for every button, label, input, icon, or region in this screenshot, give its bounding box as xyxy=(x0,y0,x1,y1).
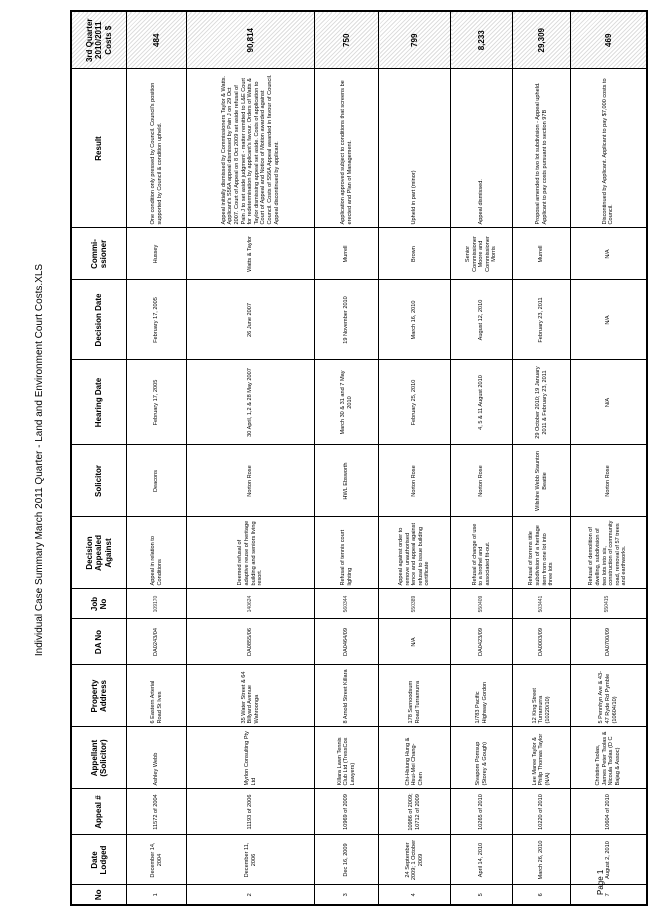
header-no: No xyxy=(71,885,127,905)
cell-decision: Refusal of tennis court lighting xyxy=(315,517,379,589)
cell-costs: 90,814 xyxy=(187,11,315,69)
cell-commissioner: Hussey xyxy=(127,228,187,280)
cell-appeal-no: 11193 of 2006 xyxy=(187,789,315,835)
cell-job-no: 550415 xyxy=(571,589,647,619)
cell-result: Appeal dismissed. xyxy=(451,69,513,228)
cell-solicitor: Norton Rose xyxy=(379,445,451,517)
cell-no: 1 xyxy=(127,885,187,905)
cell-costs: 750 xyxy=(315,11,379,69)
cell-commissioner: Brown xyxy=(379,228,451,280)
cell-appellant: Chi-Hsiung Hung & Hsui-Mei Chang-Chen xyxy=(379,727,451,789)
table-row xyxy=(127,11,187,905)
cell-appeal-no: 10986 of 2009; 10712 of 2009 xyxy=(379,789,451,835)
cell-appeal-no: 11572 of 2004 xyxy=(127,789,187,835)
cell-no: 2 xyxy=(187,885,315,905)
cell-result: Proposal amended to two lot subdivision - Appeal upheld. Applicant to pay costs pursuant to section 97B xyxy=(513,69,571,228)
cell-appeal-no: 10220 of 2010 xyxy=(513,789,571,835)
header-solicitor: Solicitor xyxy=(71,445,127,517)
header-commissioner: Commi-ssioner xyxy=(71,228,127,280)
cell-property: 8 Arnold Street Killara xyxy=(315,665,379,727)
cell-commissioner: N/A xyxy=(571,228,647,280)
cell-appellant: Christine Tsolas, James Peter Tsolas & Nicoula Tsolas (D C Bajag & Assoc) xyxy=(571,727,647,789)
cell-appeal-no: 10969 of 2009 xyxy=(315,789,379,835)
header-appellant: Appellant (Solicitor) xyxy=(71,727,127,789)
cell-da-no: DA0855/06 xyxy=(187,619,315,665)
cell-date-lodged: Dec 16, 2009 xyxy=(315,835,379,885)
cell-da-no: DA0003/09 xyxy=(513,619,571,665)
cell-hearing: 30 April, 1,2 & 28 May 2007 xyxy=(187,360,315,445)
cell-costs: 484 xyxy=(127,11,187,69)
cell-date-lodged: March 26, 2010 xyxy=(513,835,571,885)
cell-property: 178 Sarnoodsum Road Turramurra xyxy=(379,665,451,727)
table-row xyxy=(379,11,451,905)
header-job-no: Job No xyxy=(71,589,127,619)
header-result: Result xyxy=(71,69,127,228)
cell-decision-date: March 16, 2010 xyxy=(379,280,451,360)
cell-result: One condition only pressed by Council. Council's position supported by Council & condition upheld. xyxy=(127,69,187,228)
case-summary-table xyxy=(70,10,648,906)
cell-date-lodged: August 2, 2010 xyxy=(571,835,647,885)
cell-commissioner: Senior Commissioner Moore and Commissioner Morris xyxy=(451,228,513,280)
cell-no: 6 xyxy=(513,885,571,905)
cell-da-no: DA0423/09 xyxy=(451,619,513,665)
cell-job-no: 140624 xyxy=(187,589,315,619)
cell-job-no: 550389 xyxy=(379,589,451,619)
cell-property: 5 Pennhyn Ave & 43-47 Ryde Rd Pymble (10604/10) xyxy=(571,665,647,727)
cell-hearing: 29 October 2010; 19 January 2011 & February 23, 2011 xyxy=(513,360,571,445)
table-header-row xyxy=(71,11,127,905)
cell-appellant: Ashley Webb xyxy=(127,727,187,789)
cell-job-no: 550409 xyxy=(451,589,513,619)
cell-property: 1/783 Pacific Highway Gordon xyxy=(451,665,513,727)
cell-hearing: N/A xyxy=(571,360,647,445)
cell-appeal-no: 10265 of 2010 xyxy=(451,789,513,835)
cell-solicitor: Wilshire Webb Staunton Beattie xyxy=(513,445,571,517)
cell-appellant: Myrlon Consulting Pty Ltd xyxy=(187,727,315,789)
cell-date-lodged: April 14, 2010 xyxy=(451,835,513,885)
cell-decision: Refusal of torrens title subdivision of a heritage item from one lot into three lots xyxy=(513,517,571,589)
cell-decision-date: 19 November 2010 xyxy=(315,280,379,360)
cell-appellant: Killara Lawn Tennis Club Ltd (TressCox Lawyers) xyxy=(315,727,379,789)
cell-no: 4 xyxy=(379,885,451,905)
cell-job-no: 503441 xyxy=(513,589,571,619)
cell-job-no: 560344 xyxy=(315,589,379,619)
cell-decision-date: 26 June 2007 xyxy=(187,280,315,360)
cell-hearing: February 17, 2005 xyxy=(127,360,187,445)
cell-costs: 799 xyxy=(379,11,451,69)
cell-appellant: Sivapom Pomsup (Storey & Gough) xyxy=(451,727,513,789)
table-row xyxy=(451,11,513,905)
header-decision: Decision Appealed Against xyxy=(71,517,127,589)
header-appeal-no: Appeal # xyxy=(71,789,127,835)
cell-solicitor: Deacons xyxy=(127,445,187,517)
cell-solicitor: Norton Rose xyxy=(187,445,315,517)
cell-decision: Refusal of change of use to a brothel and associated fit-out. xyxy=(451,517,513,589)
cell-da-no: N/A xyxy=(379,619,451,665)
cell-decision-date: August 12, 2010 xyxy=(451,280,513,360)
table-row xyxy=(315,11,379,905)
cell-hearing: 4, 5 & 11 August 2010 xyxy=(451,360,513,445)
header-da-no: DA No xyxy=(71,619,127,665)
cell-decision-date: February 17, 2005 xyxy=(127,280,187,360)
page-title: Individual Case Summary March 2011 Quarter - Land and Environment Court Costs.XLS xyxy=(33,263,45,657)
cell-job-no: 109170 xyxy=(127,589,187,619)
cell-decision-date: N/A xyxy=(571,280,647,360)
cell-decision-date: February 23, 2011 xyxy=(513,280,571,360)
cell-result: Appeal initially dismissed by Commissioners Taylor & Watts. Applicant's S56A appeal dismissed by Pain J on 29 Oct 2007. Court of Appeal on 8 Oct 2009 set aside refusal of Pain J to set aside judgment - matter remitted to L&E Court for redetermination by applicant's favour. Orders of Watts & Taylor dismissing appeal set aside. Costs of application to Court of Appeal and Notice of Motion awarded against Council. Costs of S56A Appeal awarded in favour of Council. Appeal discontinued by applicant. xyxy=(187,69,315,228)
table-body xyxy=(127,11,647,905)
cell-property: 6 Eastern Arterial Road St Ives xyxy=(127,665,187,727)
cell-result: Discontinued by Applicant. Applicant to pay $7,000 costs to Council. xyxy=(571,69,647,228)
header-property: Property Address xyxy=(71,665,127,727)
header-hearing: Hearing Date xyxy=(71,360,127,445)
page-number: Page 1 xyxy=(596,869,605,895)
cell-no: 7 xyxy=(571,885,647,905)
cell-property: 35 Water Street & 64 Billyard Avenue Wahroonga xyxy=(187,665,315,727)
cell-costs: 469 xyxy=(571,11,647,69)
cell-decision: Deemed refusal of adaptive reuse of heritage building and seniors living resort. xyxy=(187,517,315,589)
cell-hearing: March 30 & 31 and 7 May 2010 xyxy=(315,360,379,445)
cell-result: Upheld in part (minor) xyxy=(379,69,451,228)
cell-solicitor: Norton Rose xyxy=(451,445,513,517)
cell-appellant: Lee Maree Taylor & Philip Thomas Taylor (N/A) xyxy=(513,727,571,789)
cell-solicitor: Norton Rose xyxy=(571,445,647,517)
cell-no: 5 xyxy=(451,885,513,905)
cell-result: Application approved subject to conditions that screens be erected and Plan of Management. xyxy=(315,69,379,228)
cell-property: 12 King Street Turramurra (10220/10) xyxy=(513,665,571,727)
cell-decision: Appeal against order to remove unauthorised fence and appeal against refusal to issue building certificate xyxy=(379,517,451,589)
cell-decision: Appeal in relation to Conditions xyxy=(127,517,187,589)
cell-costs: 29,309 xyxy=(513,11,571,69)
table-row xyxy=(187,11,315,905)
cell-solicitor: HWL Ebsworth xyxy=(315,445,379,517)
case-summary-table-wrapper xyxy=(70,18,640,906)
cell-costs: 8,233 xyxy=(451,11,513,69)
cell-hearing: February 25, 2010 xyxy=(379,360,451,445)
cell-commissioner: Murrell xyxy=(315,228,379,280)
table-row xyxy=(513,11,571,905)
cell-date-lodged: 24 September 2009; 1 October 2009 xyxy=(379,835,451,885)
cell-appeal-no: 10604 of 2010 xyxy=(571,789,647,835)
table-row xyxy=(571,11,647,905)
header-decision-date: Decision Date xyxy=(71,280,127,360)
cell-da-no: DA0464/09 xyxy=(315,619,379,665)
cell-date-lodged: December 14, 2004 xyxy=(127,835,187,885)
cell-commissioner: Murrell xyxy=(513,228,571,280)
header-date-lodged: Date Lodged xyxy=(71,835,127,885)
cell-no: 3 xyxy=(315,885,379,905)
cell-commissioner: Watts & Taylor xyxy=(187,228,315,280)
cell-da-no: DA0243/04 xyxy=(127,619,187,665)
cell-da-no: DA0700/09 xyxy=(571,619,647,665)
cell-date-lodged: December 11, 2006 xyxy=(187,835,315,885)
header-costs: 3rd Quarter 2010/2011 Costs $ xyxy=(71,11,127,69)
cell-decision: Refusal of demolition of dwelling, subdivision of two lots into six, construction of community road, removal of 57 trees and earthworks. xyxy=(571,517,647,589)
